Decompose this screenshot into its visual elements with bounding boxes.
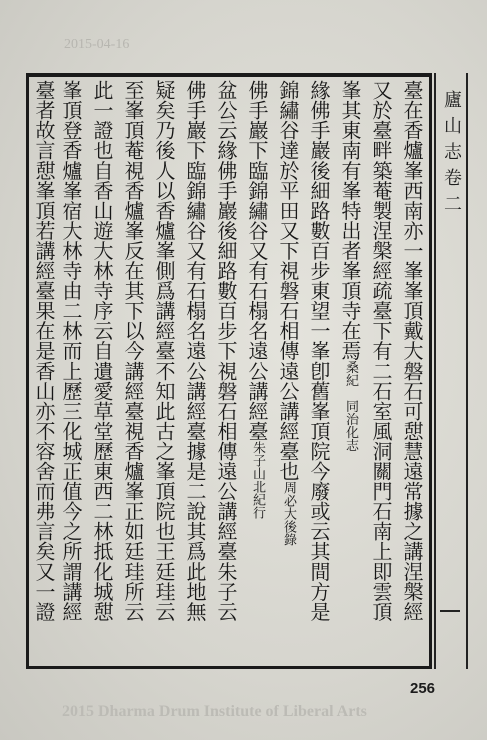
text-column <box>181 80 209 664</box>
text-column <box>274 80 302 664</box>
column-main-text: 疑矣乃後人以香爐峯側爲講經臺不知此古之峯頂院也王廷珪云 <box>152 80 176 622</box>
text-column <box>398 80 426 664</box>
column-main-text: 錦繡谷達於平田又下視磐石相傳遠公講經臺也 <box>276 80 300 481</box>
text-column <box>57 80 85 664</box>
column-main-text: 盆公云緣佛手巖後細路數百步下視磐石相傳遠公講經臺朱子云 <box>214 80 238 622</box>
column-note: 桑紀 同治化志 <box>343 360 358 452</box>
text-column <box>150 80 178 664</box>
column-main-text: 佛手巖下臨錦繡谷又有石榻名遠公講經臺據是二說其爲此地無 <box>183 80 207 622</box>
frame-bottom-rule <box>26 666 432 669</box>
column-main-text: 又於臺畔築菴製涅槃經疏臺下有二石室風洞關門石南上即雲頂 <box>369 80 393 622</box>
text-column <box>30 80 58 664</box>
text-column <box>336 80 364 664</box>
column-main-text: 峯頂登香爐峯宿大林寺由二林而上歷三化城正值今之所謂講經 <box>59 80 83 622</box>
column-main-text: 佛手巖下臨錦繡谷又有石榻名遠公講經臺 <box>245 80 269 441</box>
scan-date-stamp: 2015-04-16 <box>64 37 130 52</box>
text-column <box>212 80 240 664</box>
frame-top-rule <box>26 73 432 77</box>
column-main-text: 緣佛手巖後細路數百步東望一峯卽舊峯頂院今廢或云其間方是 <box>307 80 331 622</box>
text-column <box>88 80 116 664</box>
page-number: 256 <box>410 680 436 697</box>
column-note: 周必大後錄 <box>281 481 296 546</box>
text-column <box>305 80 333 664</box>
margin-mark <box>440 610 460 612</box>
text-column <box>367 80 395 664</box>
margin-title: 廬山志卷二 <box>441 90 462 220</box>
column-main-text: 臺者故言憇峯頂若講經臺果在是香山亦不容舍而弗言矣又一證 <box>32 80 56 622</box>
frame-left-rule <box>26 73 29 669</box>
column-main-text: 此一證也自香山遊大林寺序云自遺愛草堂歷東西二林抵化城憇 <box>90 80 114 622</box>
text-column <box>243 80 271 664</box>
column-note: 朱子山北紀行 <box>250 440 265 519</box>
column-main-text: 臺在香爐峯西南亦一峯峯頂戴大磐石可憇慧遠常據之講涅槃經 <box>400 80 424 622</box>
frame-right-rule <box>429 73 432 669</box>
column-main-text: 至峯頂菴視香爐峯反在其下以今講經臺視香爐峯正如廷珪所云 <box>121 80 145 622</box>
column-main-text: 峯其東南有峯特出者峯頂寺在焉 <box>338 80 362 361</box>
institute-watermark: 2015 Dharma Drum Institute of Liberal Arts <box>62 703 367 720</box>
text-column <box>119 80 147 664</box>
